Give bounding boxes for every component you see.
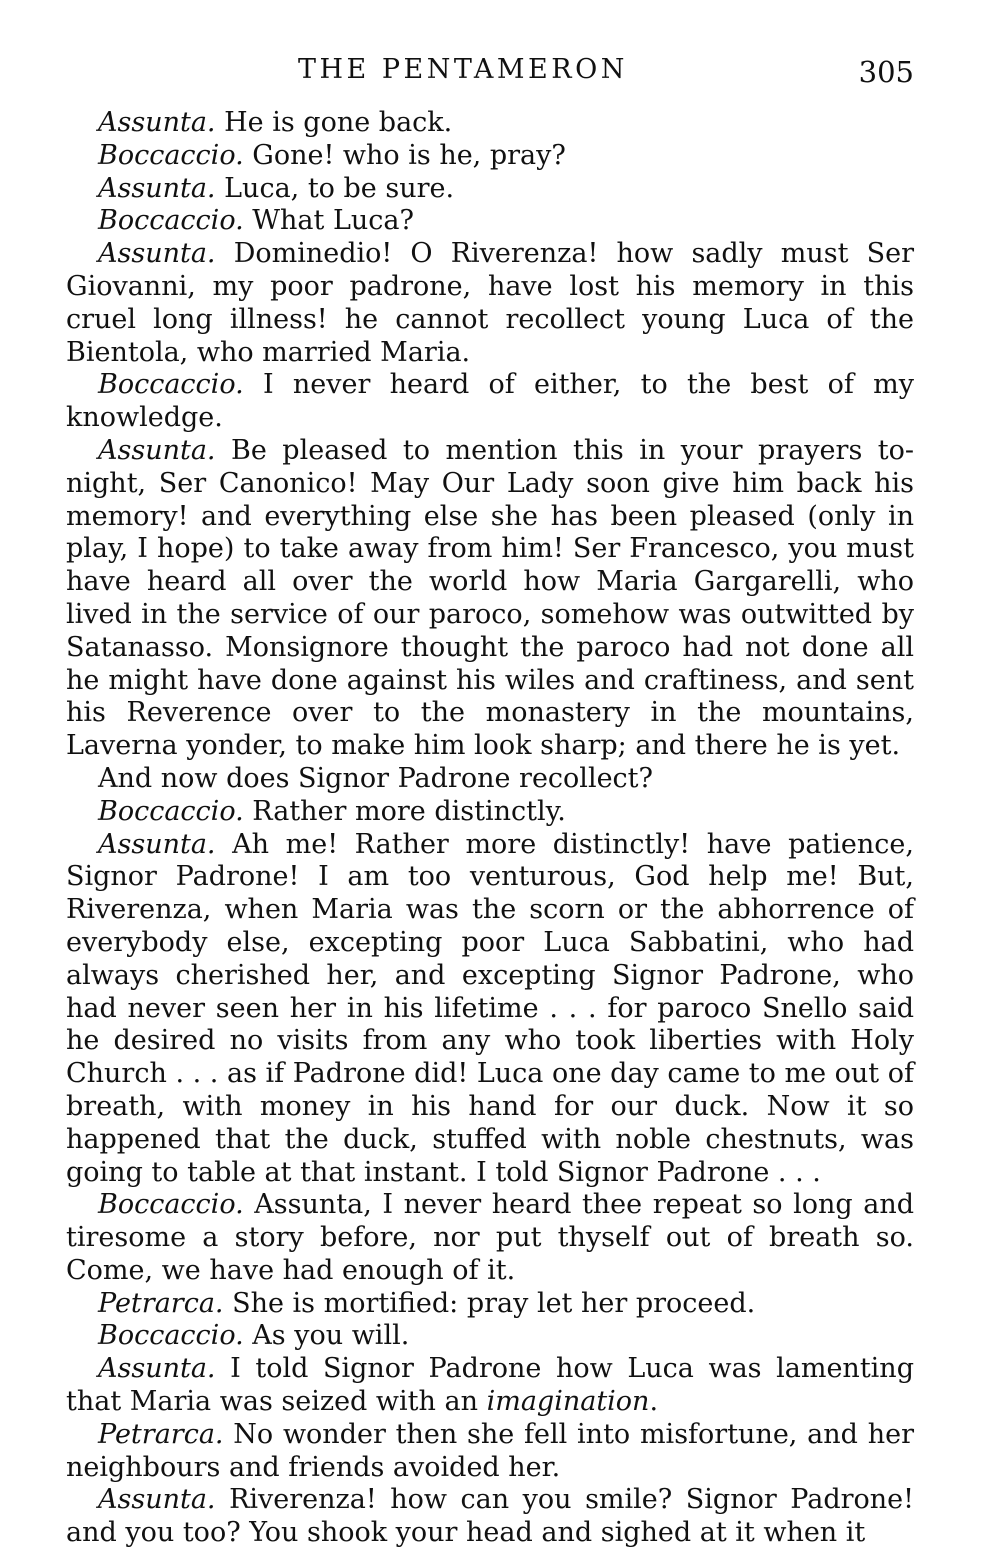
speech: Dominedio! O Riverenza! how sadly must Ser Giovanni, my poor padrone, have lost his memory in this cruel long illness! he cannot recollect young Luca of the Bientola, who married Maria. [66, 238, 914, 368]
speech: I never heard of either, to the best of my knowledge. [66, 369, 914, 434]
speaker: Boccaccio. [98, 139, 244, 171]
speaker: Assunta. [98, 828, 216, 860]
speech: She is mortified: pray let her proceed. [232, 1287, 756, 1319]
speaker: Assunta. [98, 107, 216, 138]
paragraph [66, 1288, 914, 1321]
paragraph [66, 1419, 914, 1485]
speech: I told Signor Padrone how Luca was lamenting that Maria was seized with an [66, 1353, 914, 1418]
speech: Riverenza! how can you smile? Signor Padrone! and you too? You shook your head and sighed at it when it [66, 1484, 914, 1548]
speaker: Petrarca. [98, 1418, 224, 1450]
speaker: Assunta. [98, 1353, 216, 1385]
speech: Ah me! Rather more distinctly! have patience, Signor Padrone! I am too venturous, God help me! But, Riverenza, when Maria was the scorn or the abhorrence of everybody else, excepting poor Luca Sabbatini, who had always cherished her, and excepting Signor Padrone, who had never seen her in his lifetime . . . for paroco Snello said he desired no visits from any who took liberties with Holy Church . . . as if Padrone did! Luca one day came to me out of breath, with money in his hand for our duck. Now it so happened that the duck, stuffed with noble chestnuts, was going to table at that instant. I told Signor Padrone . . . [66, 828, 914, 1188]
speaker: Boccaccio. [98, 795, 244, 827]
speaker: Boccaccio. [98, 1320, 244, 1352]
speech: As you will. [252, 1320, 410, 1352]
speech-end: . [649, 1386, 659, 1418]
speaker: Assunta. [98, 238, 216, 270]
speech: Gone! who is he, pray? [252, 139, 566, 171]
paragraph [66, 140, 914, 173]
speaker: Assunta. [98, 172, 216, 204]
paragraph [66, 238, 914, 369]
speech: Assunta, I never heard thee repeat so long and tiresome a story before, nor put thyself out of breath so. Come, we have had enough of it. [66, 1189, 914, 1286]
paragraph [66, 435, 914, 763]
paragraph [66, 1484, 914, 1548]
page-number: 305 [858, 55, 914, 89]
speaker: Petrarca. [98, 1287, 224, 1319]
speech: Luca, to be sure. [224, 172, 455, 204]
speech: Be pleased to mention this in your prayers to-night, Ser Canonico! May Our Lady soon give him back his memory! and everything else she has been pleased (only in play, I hope) to take away from him! Ser Francesco, you must have heard all over the world how Maria Gargarelli, who lived in the service of our paroco, somehow was outwitted by Satanasso. Monsignore thought the paroco had not done all he might have done against his wiles and craftiness, and sent his Reverence over to the monastery in the mountains, Laverna yonder, to make him look sharp; and there he is yet. [66, 434, 914, 762]
body-text [66, 107, 914, 1548]
speech: No wonder then she fell into misfortune, and her neighbours and friends avoided her. [66, 1418, 914, 1483]
paragraph [66, 1189, 914, 1287]
page-header [66, 52, 914, 92]
speaker: Boccaccio. [98, 1189, 244, 1221]
speech: He is gone back. [224, 107, 453, 138]
speaker: Assunta. [98, 1484, 216, 1516]
speaker: Assunta. [98, 434, 216, 466]
emphasis: imagination [486, 1386, 650, 1418]
paragraph [66, 369, 914, 435]
speech: What Luca? [252, 205, 414, 237]
paragraph [66, 205, 914, 238]
speech: Rather more distinctly. [252, 795, 566, 827]
paragraph [66, 829, 914, 1190]
paragraph [66, 107, 914, 140]
paragraph [66, 1353, 914, 1419]
speaker: Boccaccio. [98, 369, 244, 401]
speech: And now does Signor Padrone recollect? [98, 762, 654, 794]
running-title: THE PENTAMERON [298, 54, 628, 85]
paragraph [66, 763, 914, 796]
speaker: Boccaccio. [98, 205, 244, 237]
paragraph [66, 796, 914, 829]
paragraph [66, 1320, 914, 1353]
paragraph [66, 173, 914, 206]
